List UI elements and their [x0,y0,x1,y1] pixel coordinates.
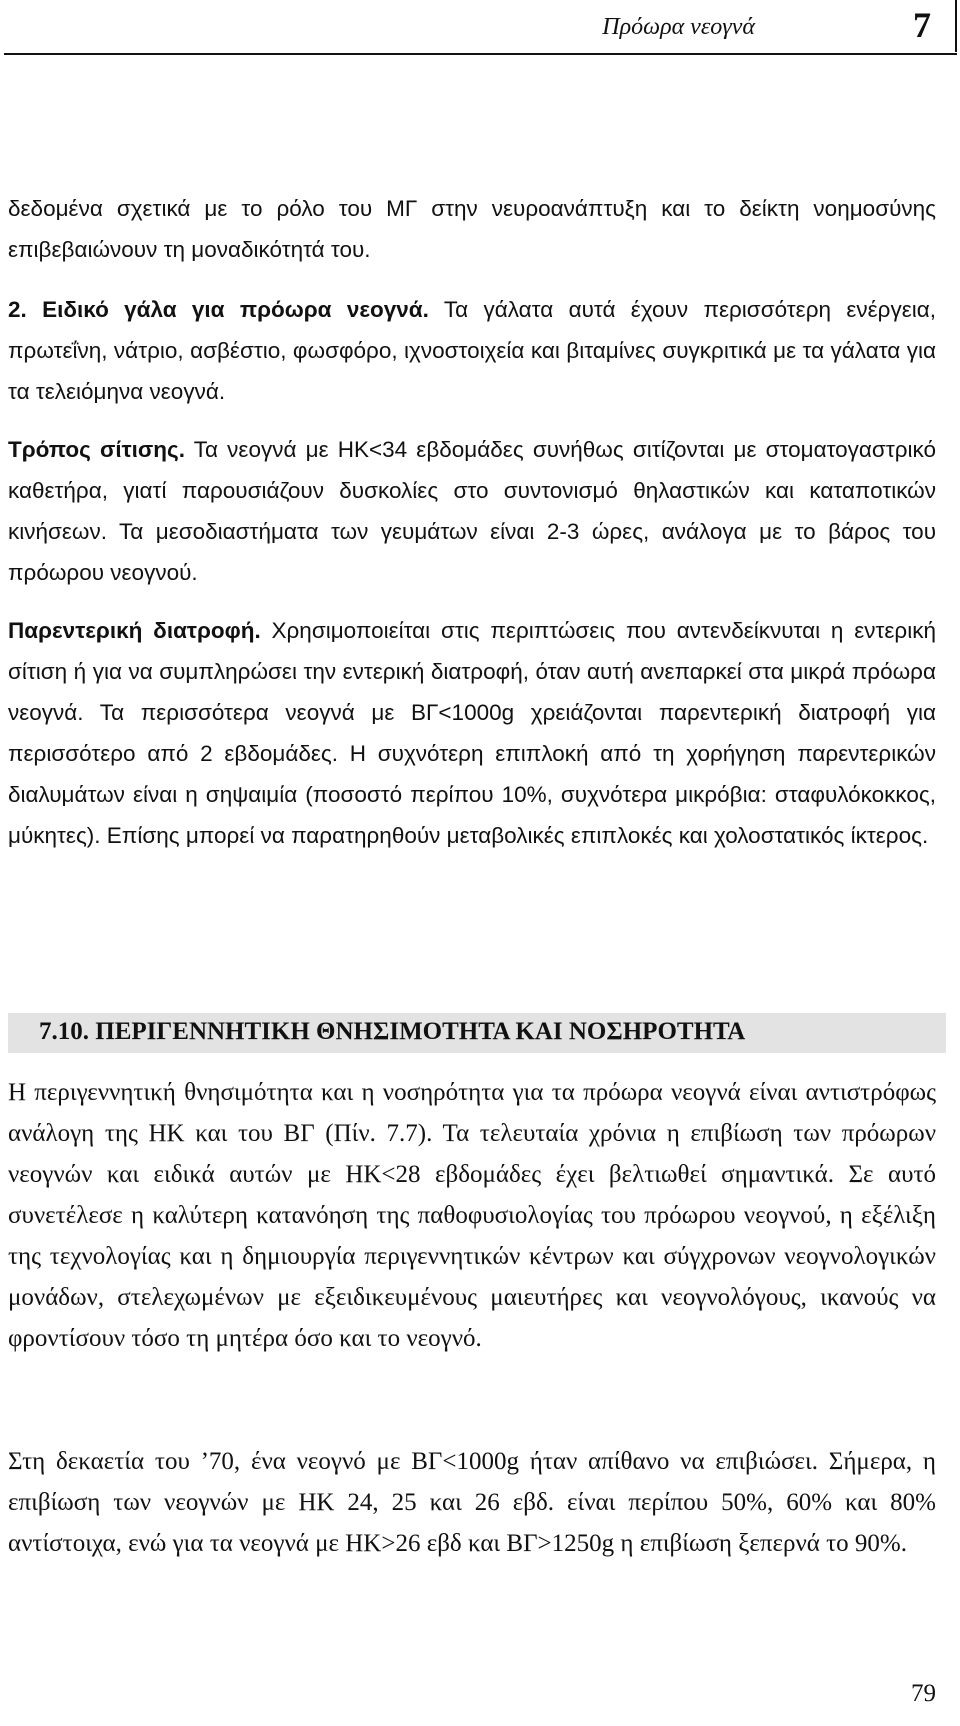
paragraph-special-milk [8,289,936,412]
paragraph-text: Χρησιμοποιείται στις περιπτώσεις που αντενδείκνυται η εντερική σίτιση ή για να συμπληρώσει την εντερική διατροφή, όταν αυτή ανεπαρκεί στα μικρά πρόωρα νεογνά. Τα περισσότερα νεογνά με ΒΓ<1000g χρειάζονται παρεντερική διατροφή για περισσότερο από 2 εβδομάδες. Η συχνότερη επιπλοκή από τη χορήγηση παρεντερικών διαλυμάτων είναι η σηψαιμία (ποσοστό περίπου 10%, συχνότερα μικρόβια: σταφυλόκοκκος, μύκητες). Επίσης μπορεί να παρατηρηθούν μεταβολικές επιπλοκές και χολοστατικός ίκτερος. [8,618,936,848]
paragraph-text: Στη δεκαετία του ’70, ένα νεογνό με ΒΓ<1000g ήταν απίθανο να επιβιώσει. Σήμερα, η επιβίωση των νεογνών με ΗΚ 24, 25 και 26 εβδ. είναι περίπου 50%, 60% και 80% αντίστοιχα, ενώ για τα νεογνά με ΗΚ>26 εβδ και ΒΓ>1250g η επιβίωση ξεπερνά το 90%. [8,1448,936,1557]
running-title: Πρόωρα νεογνά [602,14,755,40]
chapter-number: 7 [913,5,931,45]
paragraph-mortality [8,1072,936,1359]
paragraph-lead: Παρεντερική διατροφή. [8,618,261,643]
page-header [0,0,957,52]
paragraph-text: Η περιγεννητική θνησιμότητα και η νοσηρότητα για τα πρόωρα νεογνά είναι αντιστρόφως ανάλογη της ΗΚ και του ΒΓ (Πίν. 7.7). Τα τελευταία χρόνια η επιβίωση των πρόωρων νεογνών και ειδικά αυτών με ΗΚ<28 εβδομάδες έχει βελτιωθεί σημαντικά. Σε αυτό συνετέλεσε η καλύτερη κατανόηση της παθοφυσιολογίας του πρόωρου νεογνού, η εξέλιξη της τεχνολογίας και η δημιουργία περιγεννητικών κέντρων και σύγχρονων νεογνολογικών μονάδων, στελεχωμένων με εξειδικευμένους μαιευτήρες και νεογνολόγους, ικανούς να φροντίσουν τόσο τη μητέρα όσο και το νεογνό. [8,1079,936,1352]
paragraph-lead: 2. Ειδικό γάλα για πρόωρα νεογνά. [8,297,429,322]
section-heading [8,1013,946,1053]
paragraph-intro [8,188,936,270]
header-rule [4,53,957,55]
paragraph-lead: Τρόπος σίτισης. [8,437,185,462]
paragraph-feeding-method [8,429,936,593]
page-number: 79 [911,1680,936,1707]
paragraph-parenteral-nutrition [8,610,936,856]
paragraph-survival [8,1441,936,1564]
paragraph-text: Τα νεογνά με ΗΚ<34 εβδομάδες συνήθως σιτίζονται με στοματογαστρικό καθετήρα, γιατί παρουσιάζουν δυσκολίες στο συντονισμό θηλαστικών και καταποτικών κινήσεων. Τα μεσοδιαστήματα των γευμάτων είναι 2-3 ώρες, ανάλογα με το βάρος του πρόωρου νεογνού. [8,437,936,585]
paragraph-text: Τα γάλατα αυτά έχουν περισσότερη ενέργεια, πρωτεΐνη, νάτριο, ασβέστιο, φωσφόρο, ιχνοστοιχεία και βιταμίνες συγκριτικά με τα γάλατα για τα τελειόμηνα νεογνά. [8,297,936,404]
paragraph-text: δεδομένα σχετικά με το ρόλο του ΜΓ στην νευροανάπτυξη και το δείκτη νοημοσύνης επιβεβαιώνουν τη μοναδικότητά του. [8,196,936,262]
section-heading-text: 7.10. ΠΕΡΙΓΕΝΝΗΤΙΚΗ ΘΝΗΣΙΜΟΤΗΤΑ ΚΑΙ ΝΟΣΗΡΟΤΗΤΑ [39,1018,746,1045]
